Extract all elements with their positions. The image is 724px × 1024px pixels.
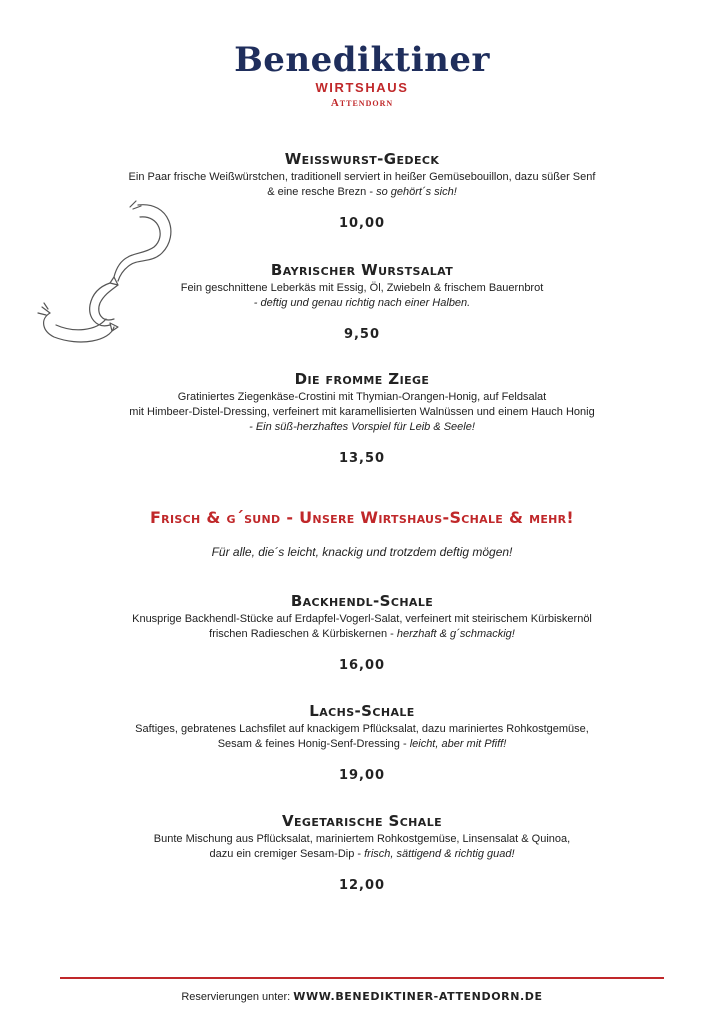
menu-item (0, 812, 724, 893)
dish-desc-line (0, 296, 724, 311)
dish-description (0, 170, 724, 200)
dish-name: Vegetarische Schale (281, 812, 443, 830)
dish-price: 16,00 (338, 658, 386, 673)
menu-item (0, 150, 724, 231)
dish-name: Bayrischer Wurstsalat (270, 261, 454, 279)
footer-website-link[interactable]: WWW.BENEDIKTINER-ATTENDORN.DE (293, 990, 543, 1003)
menu-item (0, 370, 724, 466)
dish-description (0, 832, 724, 862)
dish-desc-text: dazu ein cremiger Sesam-Dip - (209, 848, 365, 860)
dish-desc-text: Sesam & feines Honig-Senf-Dressing - (217, 738, 410, 750)
dish-description (0, 612, 724, 642)
footer (0, 990, 724, 1003)
dish-desc-line: Fein geschnittene Leberkäs mit Essig, Öl, Zwiebeln & frischem Bauernbrot (180, 282, 544, 294)
section-intro: Für alle, die´s leicht, knackig und trotzdem deftig mögen! (211, 545, 513, 559)
logo-location: Attendorn (330, 97, 394, 109)
logo-brand-name: Benediktiner (234, 40, 490, 80)
dish-price: 10,00 (338, 216, 386, 231)
dish-name: Lachs-Schale (309, 702, 415, 720)
footer-divider (60, 977, 664, 979)
dish-desc-italic: herzhaft & g´schmackig! (396, 628, 515, 640)
dish-desc-italic: so gehört´s sich! (376, 186, 457, 198)
logo-wirtshaus: WIRTSHAUS (315, 80, 409, 95)
dish-price: 12,00 (338, 878, 386, 893)
dish-desc-line (0, 627, 724, 642)
dish-price: 19,00 (338, 768, 386, 783)
dish-name: Die fromme Ziege (294, 370, 430, 388)
dish-desc-line (0, 847, 724, 862)
dish-name: Weisswurst-Gedeck (284, 150, 440, 168)
dish-description (0, 281, 724, 311)
dish-desc-line: Knusprige Backhendl-Stücke auf Erdapfel-Vogerl-Salat, verfeinert mit steirischem Kürbiskernöl (132, 613, 592, 625)
dish-desc-line (0, 420, 724, 435)
dish-desc-line: Gratiniertes Ziegenkäse-Crostini mit Thymian-Orangen-Honig, auf Feldsalat (177, 391, 547, 403)
dish-desc-italic: frisch, sättigend & richtig guad! (364, 848, 515, 860)
dish-desc-italic: - Ein süß-herzhaftes Vorspiel für Leib & Seele! (249, 421, 475, 433)
dish-desc-line: Saftiges, gebratenes Lachsfilet auf knackigem Pflücksalat, dazu mariniertes Rohkostgemüse, (135, 723, 589, 735)
dish-price: 9,50 (343, 327, 381, 342)
dish-description (0, 722, 724, 752)
dish-desc-line: mit Himbeer-Distel-Dressing, verfeinert mit karamellisierten Walnüssen und einem Hauch Honig (129, 406, 595, 418)
dish-desc-text: & eine resche Brezn - (267, 186, 377, 198)
dish-desc-italic: - deftig und genau richtig nach einer Halben. (253, 297, 471, 309)
dish-description (0, 390, 724, 435)
dish-desc-line: Ein Paar frische Weißwürstchen, traditionell serviert in heißer Gemüsebouillon, dazu süßer Senf (128, 171, 596, 183)
dish-desc-line (0, 185, 724, 200)
dish-name: Backhendl-Schale (290, 592, 434, 610)
footer-label: Reservierungen unter: (181, 991, 294, 1003)
dish-desc-italic: leicht, aber mit Pfiff! (409, 738, 507, 750)
dish-desc-text: frischen Radieschen & Kürbiskernen - (209, 628, 397, 640)
menu-item (0, 261, 724, 342)
menu-item (0, 592, 724, 673)
dish-desc-line (0, 737, 724, 752)
restaurant-logo (0, 40, 724, 110)
dish-price: 13,50 (338, 451, 386, 466)
section-title: Frisch & g´sund - Unsere Wirtshaus-Schale & mehr! (149, 508, 575, 527)
menu-item (0, 702, 724, 783)
dish-desc-line: Bunte Mischung aus Pflücksalat, mariniertem Rohkostgemüse, Linsensalat & Quinoa, (153, 833, 571, 845)
